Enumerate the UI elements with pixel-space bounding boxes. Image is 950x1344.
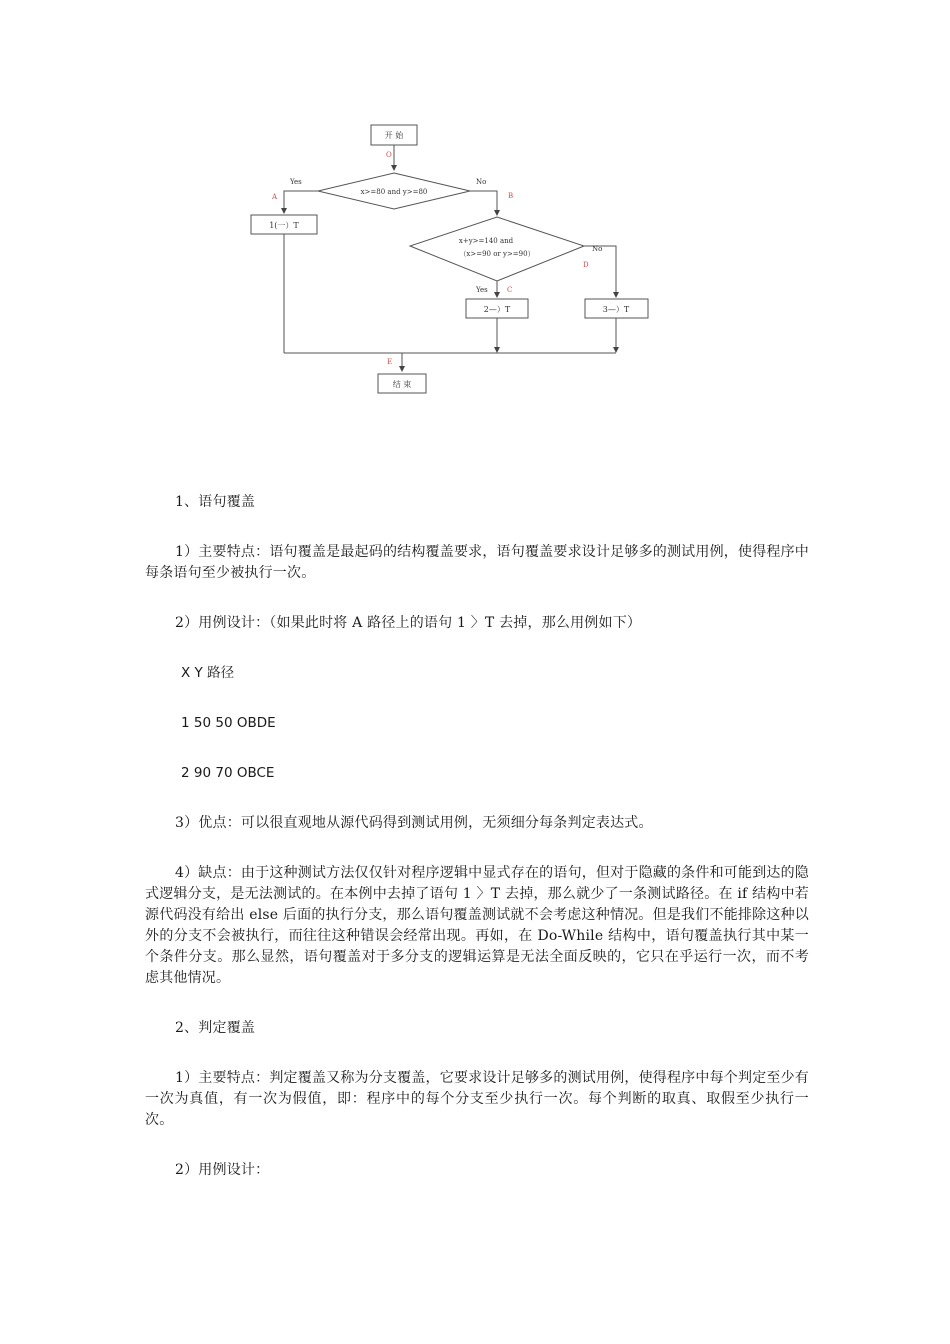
start-label: 开 始 — [384, 131, 404, 140]
table-row-1: 1 50 50 OBDE — [181, 715, 276, 731]
section-2-heading: 2、判定覆盖 — [175, 1020, 256, 1036]
document-body — [145, 492, 809, 1181]
section-2-paragraph-2: 2）用例设计： — [175, 1162, 270, 1178]
label-e: E — [387, 358, 393, 366]
no-label-1: No — [476, 178, 487, 186]
table-row-2: 2 90 70 OBCE — [181, 765, 275, 781]
decision-2-text-1: x+y>=140 and — [458, 237, 514, 245]
no-label-2: No — [592, 245, 603, 253]
box-3-text: 3—）T — [602, 305, 630, 314]
flowchart-diagram — [240, 115, 660, 405]
decision-1-text: x>=80 and y>=80 — [360, 188, 428, 196]
label-d: D — [583, 261, 589, 269]
section-1-paragraph-4: 4）缺点：由于这种测试方法仅仅针对程序逻辑中显式存在的语句，但对于隐藏的条件和可能到达的隐式逻辑分支，是无法测试的。在本例中去掉了语句 1 〉T 去掉，那么就少了一条测试路径。在 if 结构中若源代码没有给出 else 后面的执行分支，那么语句覆盖测试就不会考虑这种情况。但是我们不能排除这种以外的分支不会被执行，而往往这种错误会经常出现。再如，在 Do-While 结构中，语句覆盖执行其中某一个条件分支。那么显然，语句覆盖对于多分支的逻辑运算是无法全面反映的，它只在乎运行一次，而不考虑其他情况。 — [145, 865, 809, 986]
section-1-paragraph-3: 3）优点：可以很直观地从源代码得到测试用例，无须细分每条判定表达式。 — [175, 815, 653, 831]
yes-label-1: Yes — [290, 178, 302, 186]
decision-2 — [410, 217, 584, 281]
table-header: X Y 路径 — [181, 665, 235, 681]
decision-2-text-2: （x>=90 or y>=90） — [459, 250, 535, 258]
label-a: A — [272, 193, 278, 201]
box-1-text: 1(一）T — [269, 221, 299, 230]
section-2-paragraph-1: 1）主要特点：判定覆盖又称为分支覆盖，它要求设计足够多的测试用例，使得程序中每个判定至少有一次为真值，有一次为假值，即：程序中的每个分支至少执行一次。每个判断的取真、取假至少执行一次。 — [145, 1070, 809, 1128]
yes-label-2: Yes — [476, 286, 488, 294]
section-1-paragraph-1: 1）主要特点：语句覆盖是最起码的结构覆盖要求，语句覆盖要求设计足够多的测试用例，使得程序中每条语句至少被执行一次。 — [145, 544, 809, 581]
label-c: C — [507, 286, 513, 294]
box-2-text: 2—）T — [483, 305, 511, 314]
label-b: B — [508, 192, 514, 200]
end-label: 结 束 — [392, 380, 412, 389]
section-1-heading: 1、语句覆盖 — [175, 494, 256, 510]
section-1-paragraph-2: 2）用例设计：（如果此时将 A 路径上的语句 1 〉T 去掉，那么用例如下） — [175, 615, 642, 631]
label-o: O — [386, 151, 392, 159]
